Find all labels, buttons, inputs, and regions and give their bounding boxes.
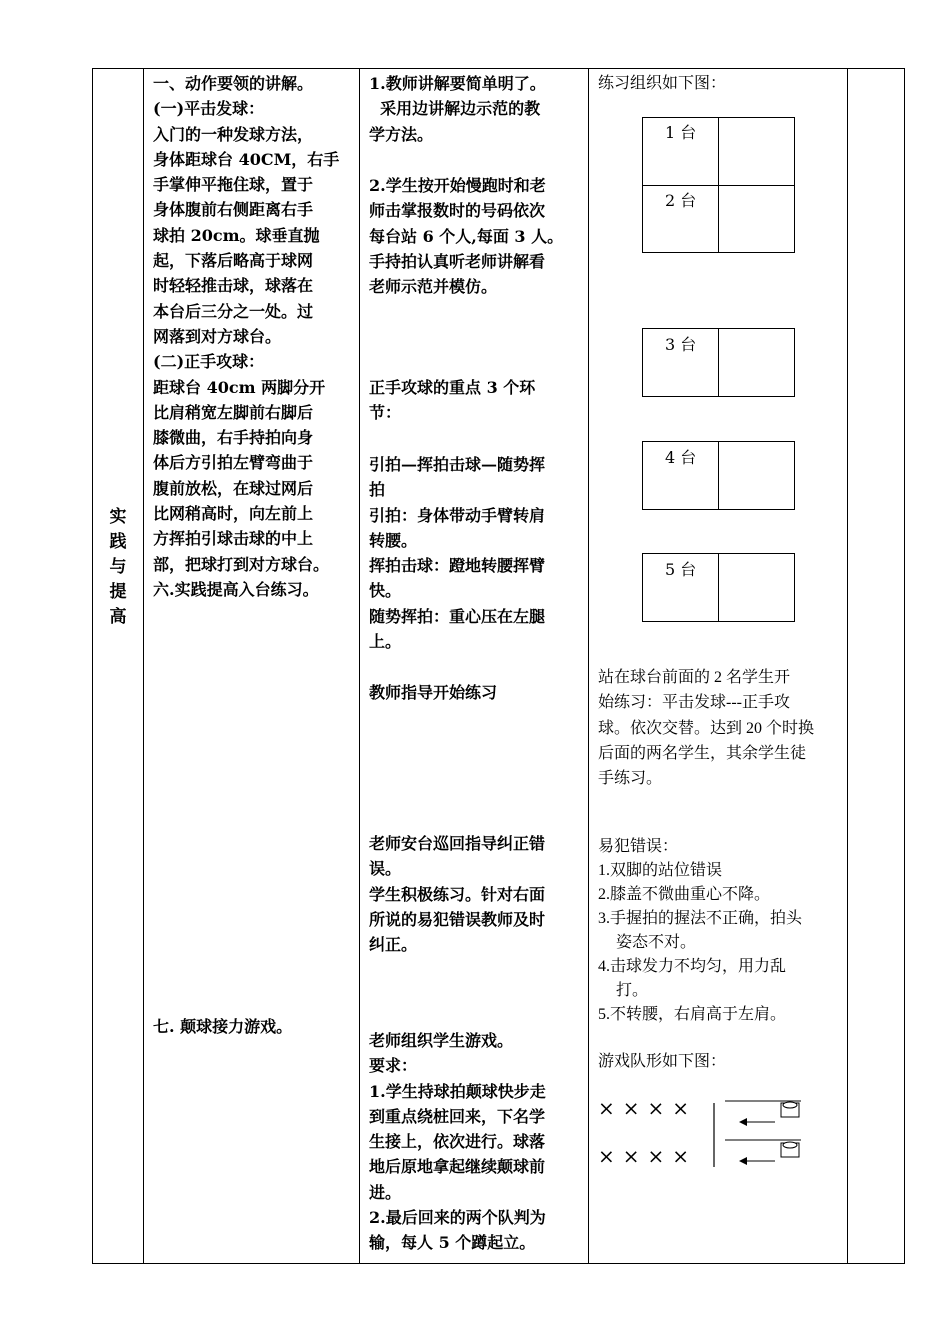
table-label: 4 台 bbox=[665, 448, 697, 467]
content-line: 球拍 20cm。球垂直抛 bbox=[153, 225, 320, 245]
teacher-line: 生接上，依次进行。球落 bbox=[369, 1132, 546, 1152]
teacher-line: 拍 bbox=[369, 480, 386, 500]
errors-title: 易犯错误： bbox=[598, 838, 679, 855]
content-line: 部，把球打到对方球台。 bbox=[153, 554, 330, 574]
teacher-line: 2.最后回来的两个队判为 bbox=[369, 1208, 546, 1228]
teacher-line: 引拍：身体带动手臂转肩 bbox=[369, 505, 546, 525]
errors-list bbox=[598, 835, 843, 1027]
teacher-line: 上。 bbox=[369, 632, 402, 652]
error-item-cont: 姿态不对。 bbox=[616, 934, 697, 951]
teacher-line: 所说的易犯错误教师及时 bbox=[369, 909, 546, 929]
org-intro: 练习组织如下图： bbox=[598, 75, 727, 92]
teacher-block-4 bbox=[369, 452, 583, 654]
formation-title: 游戏队形如下图： bbox=[598, 1053, 727, 1070]
teacher-line: 手持拍认真听老师讲解看 bbox=[369, 251, 546, 271]
teacher-block-1 bbox=[369, 71, 583, 147]
content-column bbox=[153, 71, 355, 602]
content-line: 距球台 40cm 两脚分开 bbox=[153, 377, 326, 397]
content-line: (一)平击发球： bbox=[153, 99, 265, 119]
note-line: 球。依次交替。达到 20 个时换 bbox=[598, 719, 815, 737]
cone-top-2 bbox=[783, 1142, 797, 1148]
teacher-line: 1.教师讲解要简单明了。 bbox=[369, 74, 546, 93]
note-line: 手练习。 bbox=[598, 770, 663, 788]
content-line: 起，下落后略高于球网 bbox=[153, 251, 314, 271]
teacher-line: 误。 bbox=[369, 859, 402, 879]
note-line: 站在球台前面的 2 名学生开 bbox=[598, 669, 791, 686]
section-label-char: 践 bbox=[109, 532, 127, 552]
teacher-line: 地后原地拿起继续颠球前 bbox=[369, 1157, 546, 1177]
formation-diagram bbox=[703, 1097, 813, 1172]
teacher-line: 进。 bbox=[369, 1182, 402, 1202]
content-line: 比肩稍宽左脚前右脚后 bbox=[153, 402, 314, 422]
error-item: 3.手握拍的握法不正确，拍头 bbox=[598, 910, 803, 927]
content-line: 时轻轻推击球，球落在 bbox=[153, 276, 314, 296]
game-title: 七. 颠球接力游戏。 bbox=[153, 1017, 293, 1036]
error-item: 4.击球发力不均匀，用力乱 bbox=[598, 958, 787, 975]
teacher-line: 挥拍击球：蹬地转腰挥臂 bbox=[369, 556, 546, 576]
content-line: 网落到对方球台。 bbox=[153, 326, 282, 346]
section-label-char: 高 bbox=[109, 607, 127, 627]
teacher-line: 采用边讲解边示范的教 bbox=[369, 99, 541, 119]
teacher-line: 老师组织学生游戏。 bbox=[369, 1031, 514, 1050]
practice-table-3 bbox=[642, 328, 795, 397]
table-label: 5 台 bbox=[665, 560, 697, 579]
teacher-line: 老师安台巡回指导纠正错 bbox=[369, 834, 546, 853]
teacher-line: 转腰。 bbox=[369, 530, 418, 550]
teacher-block-5 bbox=[369, 680, 583, 705]
teacher-line: 老师示范并模仿。 bbox=[369, 277, 498, 297]
teacher-line: 教师指导开始练习 bbox=[369, 683, 498, 702]
table-label: 2 台 bbox=[665, 191, 697, 210]
section-label bbox=[93, 505, 143, 630]
team-row-2: ×××× bbox=[598, 1144, 698, 1168]
note-line: 后面的两名学生，其余学生徒 bbox=[598, 744, 807, 762]
lesson-table bbox=[92, 68, 905, 1264]
teacher-line: 师击掌报数时的号码依次 bbox=[369, 201, 546, 221]
table-label: 3 台 bbox=[665, 335, 697, 354]
content-line: 膝微曲，右手持拍向身 bbox=[153, 428, 314, 448]
teacher-block-3 bbox=[369, 375, 583, 426]
teacher-line: 随势挥拍：重心压在左腿 bbox=[369, 606, 546, 626]
section-label-char: 与 bbox=[109, 557, 127, 577]
section-label-char: 提 bbox=[109, 582, 127, 602]
teacher-line: 快。 bbox=[369, 581, 402, 601]
teacher-line: 学生积极练习。针对右面 bbox=[369, 884, 546, 904]
content-line: 入门的一种发球方法， bbox=[153, 124, 314, 144]
teacher-line: 正手攻球的重点 3 个环 bbox=[369, 378, 536, 397]
arrow-head-2 bbox=[739, 1157, 747, 1165]
column-divider-1 bbox=[143, 69, 144, 1263]
content-line: 体后方引拍左臂弯曲于 bbox=[153, 453, 314, 473]
teacher-line: 纠正。 bbox=[369, 935, 418, 955]
content-line: 身体腹前右侧距离右手 bbox=[153, 200, 314, 220]
practice-table-4 bbox=[642, 441, 795, 510]
teacher-line: 引拍—挥拍击球—随势挥 bbox=[369, 455, 546, 474]
teacher-line: 输，每人 5 个蹲起立。 bbox=[369, 1233, 536, 1253]
teacher-line: 要求： bbox=[369, 1056, 418, 1076]
practice-note bbox=[598, 665, 843, 791]
team-row-1: ×××× bbox=[598, 1096, 698, 1120]
content-line: 比网稍高时，向左前上 bbox=[153, 504, 314, 524]
error-item: 2.膝盖不微曲重心不降。 bbox=[598, 886, 771, 903]
section-label-char: 实 bbox=[109, 507, 127, 527]
content-line: (二)正手攻球： bbox=[153, 352, 265, 372]
column-divider-2 bbox=[359, 69, 360, 1263]
cone-top-1 bbox=[783, 1102, 797, 1108]
teacher-line: 2.学生按开始慢跑时和老 bbox=[369, 176, 546, 195]
column-divider-3 bbox=[588, 69, 589, 1263]
content-line: 腹前放松，在球过网后 bbox=[153, 478, 314, 498]
content-line: 方挥拍引球击球的中上 bbox=[153, 529, 314, 549]
teacher-line: 学方法。 bbox=[369, 124, 434, 144]
teacher-line: 节： bbox=[369, 403, 402, 423]
column-divider-4 bbox=[847, 69, 848, 1263]
teacher-line: 到重点绕桩回来，下名学 bbox=[369, 1106, 546, 1126]
practice-table-5 bbox=[642, 553, 795, 622]
teacher-block-7 bbox=[369, 1028, 583, 1256]
practice-table-1-2 bbox=[642, 117, 795, 253]
content-line: 本台后三分之一处。过 bbox=[153, 301, 314, 321]
error-item: 5.不转腰，右肩高于左肩。 bbox=[598, 1006, 787, 1023]
note-line: 始练习：平击发球---正手攻 bbox=[598, 694, 790, 712]
teacher-block-6 bbox=[369, 831, 583, 957]
teacher-block-2 bbox=[369, 173, 583, 299]
error-item: 1.双脚的站位错误 bbox=[598, 862, 723, 879]
content-line: 一、动作要领的讲解。 bbox=[153, 74, 314, 93]
table-label: 1 台 bbox=[665, 123, 697, 142]
teacher-line: 1.学生持球拍颠球快步走 bbox=[369, 1081, 546, 1101]
error-item-cont: 打。 bbox=[616, 982, 649, 999]
teacher-line: 每台站 6 个人,每面 3 人。 bbox=[369, 226, 564, 246]
arrow-head-1 bbox=[739, 1118, 747, 1126]
content-line: 六.实践提高入台练习。 bbox=[153, 579, 319, 599]
content-line: 手掌伸平拖住球，置于 bbox=[153, 175, 314, 195]
content-line: 身体距球台 40CM，右手 bbox=[153, 149, 340, 169]
